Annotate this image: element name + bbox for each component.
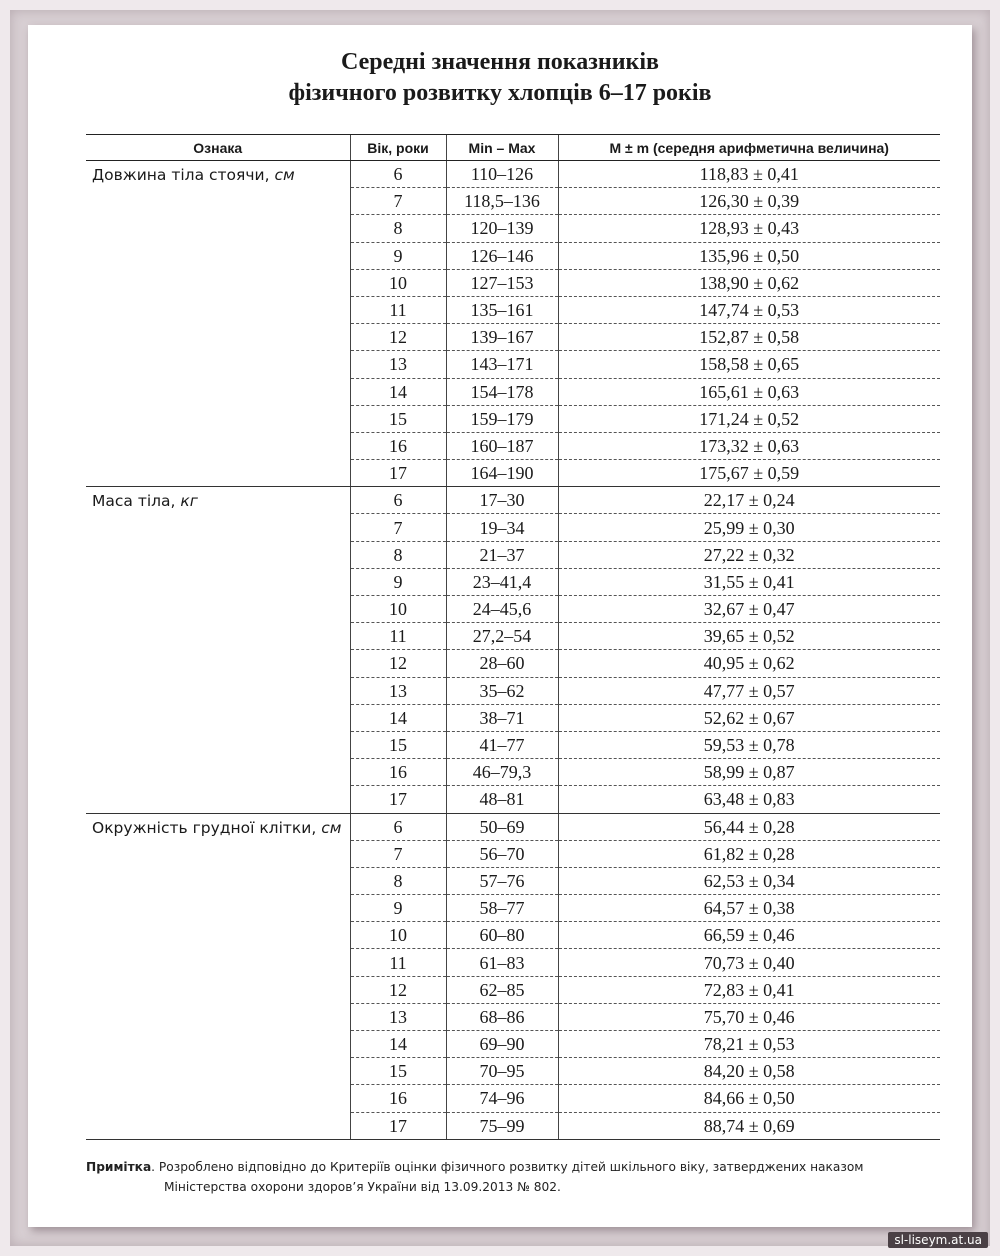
mean-cell: 59,53 ± 0,78: [558, 731, 940, 758]
title-line-1: Середні значення показників: [341, 49, 659, 75]
mean-cell: 70,73 ± 0,40: [558, 949, 940, 976]
age-cell: 8: [350, 541, 446, 568]
age-cell: 14: [350, 1031, 446, 1058]
min-max-cell: 58–77: [446, 895, 558, 922]
age-cell: 14: [350, 378, 446, 405]
mean-cell: 66,59 ± 0,46: [558, 922, 940, 949]
age-cell: 6: [350, 487, 446, 514]
age-cell: 7: [350, 840, 446, 867]
group-label-text: Маса тіла,: [92, 492, 181, 511]
header-mean: M ± m (середня арифметична величина): [558, 135, 940, 161]
min-max-cell: 61–83: [446, 949, 558, 976]
age-cell: 11: [350, 949, 446, 976]
mean-cell: 27,22 ± 0,32: [558, 541, 940, 568]
table-row: [86, 161, 940, 188]
min-max-cell: 41–77: [446, 731, 558, 758]
group-label-text: Окружність грудної клітки,: [92, 818, 322, 837]
min-max-cell: 38–71: [446, 704, 558, 731]
min-max-cell: 28–60: [446, 650, 558, 677]
age-cell: 9: [350, 568, 446, 595]
group-label: [86, 487, 350, 813]
age-cell: 12: [350, 650, 446, 677]
mean-cell: 56,44 ± 0,28: [558, 813, 940, 840]
age-cell: 13: [350, 1003, 446, 1030]
mean-cell: 152,87 ± 0,58: [558, 324, 940, 351]
age-cell: 14: [350, 704, 446, 731]
min-max-cell: 48–81: [446, 786, 558, 813]
age-cell: 11: [350, 623, 446, 650]
min-max-cell: 56–70: [446, 840, 558, 867]
footnote: [86, 1157, 966, 1197]
age-cell: 10: [350, 596, 446, 623]
mean-cell: 31,55 ± 0,41: [558, 568, 940, 595]
min-max-cell: 27,2–54: [446, 623, 558, 650]
min-max-cell: 74–96: [446, 1085, 558, 1112]
min-max-cell: 139–167: [446, 324, 558, 351]
mean-cell: 52,62 ± 0,67: [558, 704, 940, 731]
age-cell: 15: [350, 731, 446, 758]
mean-cell: 84,20 ± 0,58: [558, 1058, 940, 1085]
min-max-cell: 17–30: [446, 487, 558, 514]
age-cell: 8: [350, 215, 446, 242]
min-max-cell: 70–95: [446, 1058, 558, 1085]
min-max-cell: 126–146: [446, 242, 558, 269]
mean-cell: 40,95 ± 0,62: [558, 650, 940, 677]
age-cell: 9: [350, 895, 446, 922]
mean-cell: 158,58 ± 0,65: [558, 351, 940, 378]
title-line-2: фізичного розвитку хлопців 6–17 років: [288, 80, 712, 106]
group-label: [86, 813, 350, 1139]
age-cell: 17: [350, 786, 446, 813]
age-cell: 17: [350, 460, 446, 487]
age-cell: 16: [350, 432, 446, 459]
group-label: [86, 161, 350, 487]
mean-cell: 39,65 ± 0,52: [558, 623, 940, 650]
group-label-text: Довжина тіла стоячи,: [92, 166, 275, 184]
mean-cell: 126,30 ± 0,39: [558, 188, 940, 215]
min-max-cell: 154–178: [446, 378, 558, 405]
footnote-label: Примітка: [86, 1160, 152, 1174]
age-cell: 16: [350, 759, 446, 786]
mean-cell: 62,53 ± 0,34: [558, 867, 940, 894]
min-max-cell: 160–187: [446, 432, 558, 459]
age-cell: 12: [350, 324, 446, 351]
header-age: Вік, роки: [350, 135, 446, 161]
age-cell: 8: [350, 867, 446, 894]
footnote-text-line-1: . Розроблено відповідно до Критеріїв оцінки фізичного розвитку дітей шкільного віку, затверджених наказом: [151, 1160, 864, 1174]
age-cell: 6: [350, 161, 446, 188]
mean-cell: 61,82 ± 0,28: [558, 840, 940, 867]
min-max-cell: 135–161: [446, 296, 558, 323]
mean-cell: 25,99 ± 0,30: [558, 514, 940, 541]
min-max-cell: 75–99: [446, 1112, 558, 1139]
mean-cell: 173,32 ± 0,63: [558, 432, 940, 459]
mean-cell: 147,74 ± 0,53: [558, 296, 940, 323]
min-max-cell: 159–179: [446, 405, 558, 432]
mean-cell: 138,90 ± 0,62: [558, 269, 940, 296]
group-unit: см: [321, 818, 342, 837]
min-max-cell: 127–153: [446, 269, 558, 296]
min-max-cell: 164–190: [446, 460, 558, 487]
age-cell: 13: [350, 351, 446, 378]
age-cell: 12: [350, 976, 446, 1003]
min-max-cell: 19–34: [446, 514, 558, 541]
min-max-cell: 62–85: [446, 976, 558, 1003]
mean-cell: 75,70 ± 0,46: [558, 1003, 940, 1030]
age-cell: 16: [350, 1085, 446, 1112]
age-cell: 6: [350, 813, 446, 840]
age-cell: 10: [350, 269, 446, 296]
table-header-row: [86, 135, 940, 161]
min-max-cell: 60–80: [446, 922, 558, 949]
mean-cell: 58,99 ± 0,87: [558, 759, 940, 786]
mean-cell: 64,57 ± 0,38: [558, 895, 940, 922]
age-cell: 7: [350, 514, 446, 541]
mean-cell: 128,93 ± 0,43: [558, 215, 940, 242]
min-max-cell: 118,5–136: [446, 188, 558, 215]
min-max-cell: 23–41,4: [446, 568, 558, 595]
header-sign: Ознака: [86, 135, 350, 161]
min-max-cell: 57–76: [446, 867, 558, 894]
mean-cell: 63,48 ± 0,83: [558, 786, 940, 813]
physical-development-table: [86, 134, 940, 1140]
mean-cell: 47,77 ± 0,57: [558, 677, 940, 704]
footnote-text-line-2: Міністерства охорони здоров’я України від 13.09.2013 № 802.: [164, 1180, 561, 1194]
min-max-cell: 46–79,3: [446, 759, 558, 786]
group-unit: см: [274, 166, 295, 184]
mean-cell: 135,96 ± 0,50: [558, 242, 940, 269]
page-title: [28, 47, 972, 109]
mean-cell: 175,67 ± 0,59: [558, 460, 940, 487]
mean-cell: 171,24 ± 0,52: [558, 405, 940, 432]
group-unit: кг: [180, 492, 198, 511]
mean-cell: 88,74 ± 0,69: [558, 1112, 940, 1139]
min-max-cell: 68–86: [446, 1003, 558, 1030]
mean-cell: 22,17 ± 0,24: [558, 487, 940, 514]
mean-cell: 72,83 ± 0,41: [558, 976, 940, 1003]
age-cell: 15: [350, 405, 446, 432]
age-cell: 13: [350, 677, 446, 704]
mean-cell: 84,66 ± 0,50: [558, 1085, 940, 1112]
table-row: [86, 487, 940, 514]
min-max-cell: 50–69: [446, 813, 558, 840]
mean-cell: 32,67 ± 0,47: [558, 596, 940, 623]
document-page: [28, 25, 972, 1227]
mean-cell: 78,21 ± 0,53: [558, 1031, 940, 1058]
min-max-cell: 69–90: [446, 1031, 558, 1058]
min-max-cell: 143–171: [446, 351, 558, 378]
age-cell: 10: [350, 922, 446, 949]
mean-cell: 165,61 ± 0,63: [558, 378, 940, 405]
min-max-cell: 21–37: [446, 541, 558, 568]
site-watermark: sl-liseym.at.ua: [888, 1232, 988, 1248]
age-cell: 9: [350, 242, 446, 269]
min-max-cell: 35–62: [446, 677, 558, 704]
header-min-max: Min – Max: [446, 135, 558, 161]
min-max-cell: 110–126: [446, 161, 558, 188]
mean-cell: 118,83 ± 0,41: [558, 161, 940, 188]
min-max-cell: 120–139: [446, 215, 558, 242]
age-cell: 15: [350, 1058, 446, 1085]
age-cell: 7: [350, 188, 446, 215]
table-body: [86, 161, 940, 1140]
age-cell: 17: [350, 1112, 446, 1139]
table-row: [86, 813, 940, 840]
min-max-cell: 24–45,6: [446, 596, 558, 623]
age-cell: 11: [350, 296, 446, 323]
